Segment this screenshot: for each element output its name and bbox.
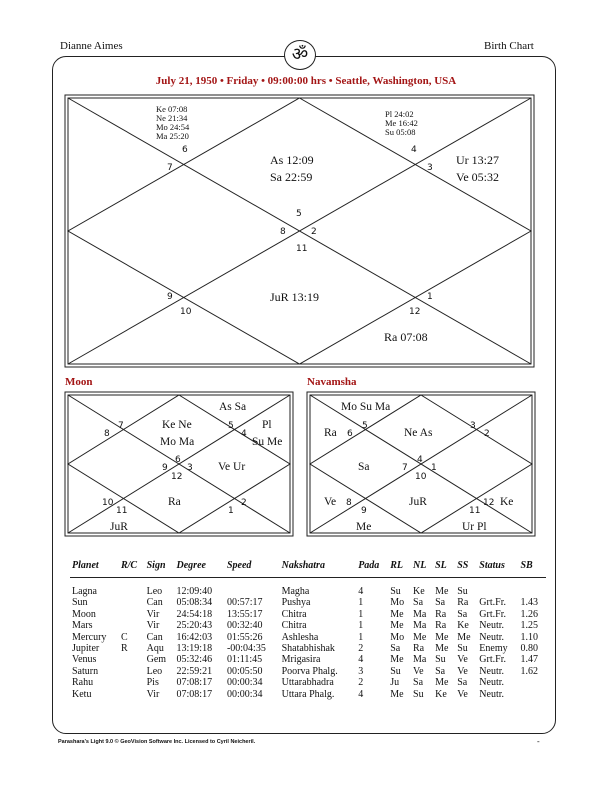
table-cell: Ke — [435, 688, 447, 700]
table-cell: Me — [457, 631, 471, 643]
planet-label: Ke Ne — [162, 419, 192, 431]
table-cell: Me — [435, 677, 449, 689]
table-cell: 01:55:26 — [226, 631, 263, 643]
table-cell: Me — [390, 608, 404, 620]
table-cell: Uttarabhadra — [281, 677, 334, 689]
house-number: 9 — [361, 506, 367, 516]
planet-label: Mo Ma — [160, 436, 195, 448]
table-cell: Can — [146, 631, 163, 643]
table-cell: Me — [390, 654, 404, 666]
table-cell: Gem — [146, 654, 167, 666]
column-header: NL — [411, 560, 433, 578]
house-number: 10 — [102, 498, 114, 508]
table-cell: 1.47 — [520, 654, 538, 666]
table-cell: 12:09:40 — [176, 586, 213, 597]
column-header: Status — [477, 560, 518, 578]
table-cell: Grt.Fr. — [479, 597, 506, 609]
house-number: 4 — [241, 429, 247, 439]
table-row — [70, 578, 546, 598]
table-row — [70, 654, 546, 665]
table-cell: Pushya — [281, 597, 311, 609]
table-cell: Magha — [281, 586, 310, 597]
planet-label: Ke — [500, 496, 514, 508]
table-cell: Me — [435, 631, 449, 643]
planet-label: Ne As — [404, 427, 433, 439]
table-cell: Me — [390, 688, 404, 700]
house-number: 8 — [346, 498, 352, 508]
table-cell: 1 — [358, 597, 364, 609]
table-cell — [477, 578, 518, 598]
table-cell: 13:55:17 — [226, 608, 263, 620]
planet-label: JuR — [409, 496, 427, 508]
footer-mark: - — [537, 737, 540, 746]
table-cell: Su — [435, 654, 446, 666]
birth-info: July 21, 1950 • Friday • 09:00:00 hrs • Seattle, Washington, USA — [155, 75, 457, 87]
table-cell: Ashlesha — [281, 631, 319, 643]
table-cell — [119, 597, 145, 608]
table-cell: 1 — [358, 620, 364, 632]
column-header: SS — [455, 560, 477, 578]
house-number: 1 — [431, 463, 437, 473]
table-cell: Moon — [72, 608, 96, 620]
planet-label: As Sa — [219, 401, 247, 413]
table-cell: 2 — [358, 643, 364, 655]
table-cell: Me — [435, 586, 449, 597]
column-header: Sign — [145, 560, 175, 578]
table-cell: R — [120, 643, 128, 655]
house-number: 5 — [228, 421, 234, 431]
table-cell: 1.10 — [520, 631, 538, 643]
table-cell: 00:00:34 — [226, 677, 263, 689]
table-cell: 13:19:18 — [176, 643, 213, 655]
table-cell: Neutr. — [479, 688, 505, 700]
person-name: Dianne Aimes — [60, 40, 123, 52]
table-cell: 4 — [358, 654, 364, 666]
table-cell: Vir — [146, 688, 160, 700]
table-cell — [119, 609, 145, 620]
table-cell — [119, 578, 145, 598]
moon-chart-title: Moon — [65, 376, 93, 388]
table-cell: Ma — [413, 608, 427, 620]
table-cell — [225, 578, 280, 598]
planet-label: Ma 25:20 — [156, 131, 189, 141]
table-cell: Ve — [457, 654, 468, 666]
table-cell: 07:08:17 — [176, 688, 213, 700]
table-cell: Su — [390, 665, 401, 677]
table-row — [70, 609, 546, 620]
table-cell: Me — [435, 643, 449, 655]
table-cell: Neutr. — [479, 631, 505, 643]
table-cell: Venus — [72, 654, 97, 666]
table-row — [70, 597, 546, 608]
table-cell: Neutr. — [479, 620, 505, 632]
table-cell — [119, 689, 145, 700]
planet-label: Ve Ur — [218, 461, 246, 473]
planet-table — [70, 560, 546, 700]
planet-label: Ne 21:34 — [156, 113, 188, 123]
table-cell: -00:04:35 — [226, 643, 266, 655]
table-cell — [119, 677, 145, 688]
house-number: 2 — [311, 227, 317, 237]
house-number: 4 — [417, 455, 423, 465]
house-number: 5 — [296, 209, 302, 219]
navamsha-chart-title: Navamsha — [307, 376, 357, 388]
table-cell: Sa — [457, 608, 468, 620]
planet-label: Mo Su Ma — [341, 401, 391, 413]
table-cell: Mars — [72, 620, 93, 632]
house-number: 3 — [470, 421, 476, 431]
house-number: 10 — [415, 472, 427, 482]
column-header: SL — [433, 560, 455, 578]
planet-label: Ra — [324, 427, 337, 439]
table-cell: 00:57:17 — [226, 597, 263, 609]
table-cell: Saturn — [72, 665, 99, 677]
table-cell: Ve — [457, 665, 468, 677]
table-cell: 1.25 — [520, 620, 538, 632]
planet-label: Sa 22:59 — [270, 170, 313, 184]
planet-label: Su 05:08 — [385, 127, 416, 137]
table-cell: 16:42:03 — [176, 631, 213, 643]
planet-label: JuR 13:19 — [270, 290, 320, 304]
table-cell: 3 — [358, 665, 364, 677]
table-cell: Jupiter — [72, 643, 100, 655]
planet-label: Me — [356, 521, 372, 533]
table-cell: 4 — [358, 688, 364, 700]
table-cell: Sa — [457, 677, 468, 689]
planet-label: Ra 07:08 — [384, 330, 428, 344]
house-number: 7 — [402, 463, 408, 473]
house-number: 9 — [162, 463, 168, 473]
planet-label: Mo 24:54 — [156, 122, 190, 132]
table-cell — [519, 578, 547, 598]
table-cell: 01:11:45 — [226, 654, 263, 666]
table-cell: 00:00:34 — [226, 688, 263, 700]
house-number: 10 — [180, 307, 192, 317]
table-cell: Mo — [390, 597, 405, 609]
table-cell: 25:20:43 — [176, 620, 213, 632]
table-cell: Ra — [435, 608, 447, 620]
table-cell: Can — [146, 597, 163, 609]
column-header: Planet — [70, 560, 119, 578]
table-cell: Ve — [413, 665, 424, 677]
table-cell: Ra — [413, 643, 425, 655]
house-number: 3 — [427, 163, 433, 173]
table-cell: Neutr. — [479, 665, 505, 677]
house-number: 11 — [469, 506, 481, 516]
table-cell: Leo — [146, 665, 163, 677]
house-number: 8 — [104, 429, 110, 439]
table-cell: Rahu — [72, 677, 94, 689]
column-header: Speed — [225, 560, 280, 578]
table-header-row — [70, 560, 546, 578]
table-cell: Vir — [146, 608, 160, 620]
table-cell: Mercury — [72, 631, 107, 643]
table-cell: 1.62 — [520, 665, 538, 677]
table-cell: Grt.Fr. — [479, 608, 506, 620]
planet-label: Ve — [324, 496, 337, 508]
table-cell: Vir — [146, 620, 160, 632]
table-row — [70, 620, 546, 631]
house-number: 6 — [182, 145, 188, 155]
table-cell: 00:32:40 — [226, 620, 263, 632]
house-number: 12 — [409, 307, 421, 317]
table-cell — [119, 654, 145, 665]
table-cell: Me — [390, 620, 404, 632]
house-number: 7 — [167, 163, 173, 173]
table-cell: 2 — [358, 677, 364, 689]
table-cell: 0.80 — [520, 643, 538, 655]
table-cell: Su — [413, 688, 424, 700]
column-header: SB — [519, 560, 547, 578]
table-cell: Ju — [390, 677, 400, 689]
table-row — [70, 632, 546, 643]
house-number: 8 — [280, 227, 286, 237]
house-number: 12 — [171, 472, 183, 482]
house-number: 4 — [411, 145, 417, 155]
table-cell: 00:05:50 — [226, 665, 263, 677]
table-cell: Sa — [390, 643, 401, 655]
table-cell: 22:59:21 — [176, 665, 213, 677]
table-row — [70, 677, 546, 688]
table-cell: 1.43 — [520, 597, 538, 609]
column-header: RL — [388, 560, 411, 578]
planet-label: JuR — [110, 521, 128, 533]
table-cell — [519, 689, 547, 700]
table-row — [70, 666, 546, 677]
planet-label: Me 16:42 — [385, 118, 418, 128]
table-cell: Ke — [457, 620, 469, 632]
table-row — [70, 643, 546, 654]
planet-label: Ur Pl — [462, 521, 487, 533]
table-cell: 24:54:18 — [176, 608, 213, 620]
house-number: 7 — [118, 421, 124, 431]
house-number: 1 — [427, 292, 433, 302]
planet-label: Su Me — [252, 436, 283, 448]
planet-label: Ra — [168, 496, 181, 508]
table-cell: 07:08:17 — [176, 677, 213, 689]
table-cell: Sun — [72, 597, 88, 609]
table-cell: Pis — [146, 677, 159, 689]
column-header: Degree — [175, 560, 225, 578]
table-cell — [119, 666, 145, 677]
planet-label: Ke 07:08 — [156, 104, 188, 114]
table-cell: Sa — [435, 597, 446, 609]
table-cell: Mo — [390, 631, 405, 643]
table-cell: Leo — [146, 586, 163, 597]
table-cell: 05:32:46 — [176, 654, 213, 666]
table-cell: Ketu — [72, 688, 92, 700]
table-cell: 1 — [358, 608, 364, 620]
table-row — [70, 689, 546, 700]
house-number: 6 — [347, 429, 353, 439]
table-cell: 1.26 — [520, 608, 538, 620]
table-cell: Grt.Fr. — [479, 654, 506, 666]
house-number: 6 — [175, 455, 181, 465]
house-number: 11 — [116, 506, 128, 516]
house-number: 3 — [187, 463, 193, 473]
table-cell: Ma — [413, 620, 427, 632]
table-cell: 4 — [358, 586, 364, 597]
planet-label: Pl — [262, 419, 272, 431]
table-cell: Chitra — [281, 608, 307, 620]
table-cell: Uttara Phalg. — [281, 688, 335, 700]
table-cell: Su — [457, 586, 468, 597]
table-cell: Shatabhishak — [281, 643, 335, 655]
table-cell — [119, 620, 145, 631]
table-cell: Neutr. — [479, 677, 505, 689]
house-number: 11 — [296, 244, 308, 254]
planet-label: Pl 24:02 — [385, 109, 414, 119]
house-number: 12 — [483, 498, 495, 508]
planet-label: Ve 05:32 — [456, 170, 499, 184]
house-number: 9 — [167, 292, 173, 302]
table-cell: Ma — [413, 654, 427, 666]
table-cell: 05:08:34 — [176, 597, 213, 609]
table-cell: C — [120, 631, 128, 643]
table-cell: Ra — [435, 620, 447, 632]
planet-label: Sa — [358, 461, 370, 473]
table-cell: Poorva Phalg. — [281, 665, 338, 677]
table-cell: Sa — [413, 597, 424, 609]
table-cell: Ra — [457, 597, 469, 609]
column-header: R/C — [119, 560, 145, 578]
document-title: Birth Chart — [484, 40, 534, 52]
table-cell: Chitra — [281, 620, 307, 632]
footer-credit: Parashara's Light 9.0 © GeoVision Software Inc. Licensed to Cyril Neicheril. — [58, 739, 256, 745]
table-cell: Su — [390, 586, 401, 597]
table-cell: Ke — [413, 586, 425, 597]
table-cell: Lagna — [72, 586, 97, 597]
house-number: 2 — [484, 429, 490, 439]
column-header: Nakshatra — [280, 560, 357, 578]
table-cell: 1 — [358, 631, 364, 643]
table-cell — [519, 677, 547, 688]
table-cell: Aqu — [146, 643, 164, 655]
table-cell: Mrigasira — [281, 654, 321, 666]
table-cell: Enemy — [479, 643, 508, 655]
planet-label: As 12:09 — [270, 153, 314, 167]
house-number: 5 — [362, 421, 368, 431]
om-icon: ॐ — [284, 40, 316, 70]
table-cell: Sa — [413, 677, 424, 689]
column-header: Pada — [356, 560, 388, 578]
table-cell: Ve — [457, 688, 468, 700]
table-cell: Su — [457, 643, 468, 655]
table-cell: Me — [413, 631, 427, 643]
table-cell: Sa — [435, 665, 446, 677]
house-number: 2 — [241, 498, 247, 508]
house-number: 1 — [228, 506, 234, 516]
planet-label: Ur 13:27 — [456, 153, 499, 167]
